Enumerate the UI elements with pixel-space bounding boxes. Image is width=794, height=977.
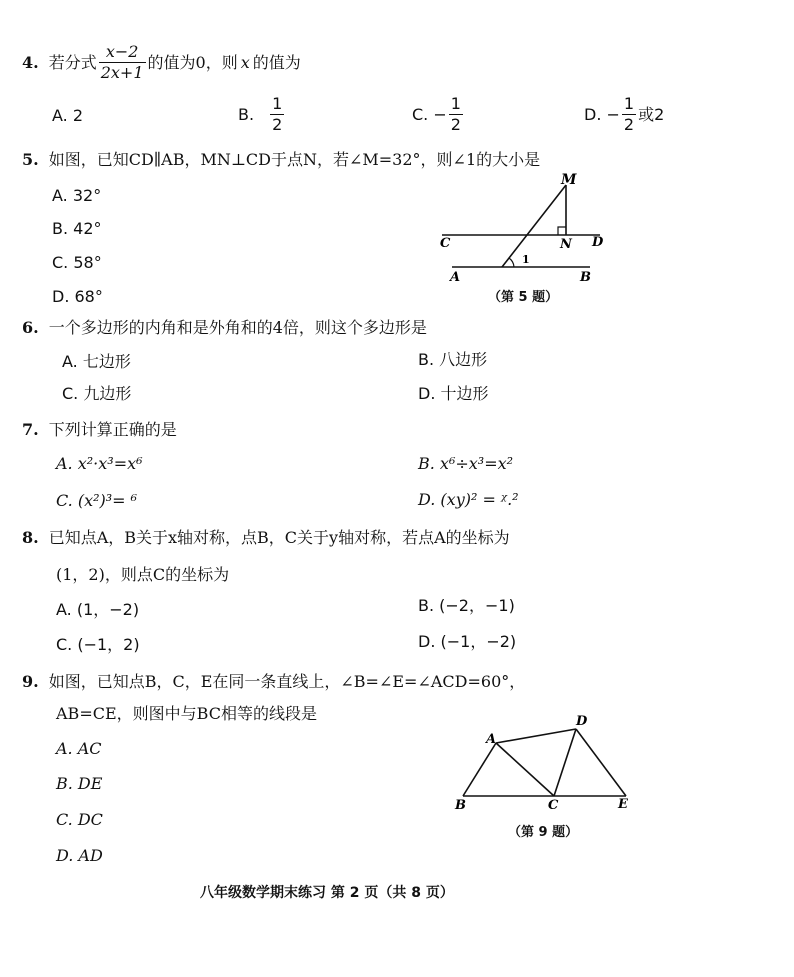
q5-label-c: C bbox=[440, 236, 451, 251]
q4-fraction: $\frac{x-2}{2x+1}$ bbox=[100, 42, 144, 82]
q7-option-c: C. (x²)³= ⁶ bbox=[56, 491, 138, 510]
q9-label-b: B bbox=[455, 798, 466, 813]
q9-segment-ad bbox=[496, 729, 576, 743]
q5-option-c: C. 58° bbox=[52, 253, 102, 272]
q4-number: 4. bbox=[22, 52, 39, 72]
q4-var: x bbox=[240, 52, 250, 72]
q5-option-a: A. 32° bbox=[52, 186, 102, 205]
q9-option-d: D. AD bbox=[56, 846, 103, 865]
q9-segment-dc bbox=[554, 729, 576, 796]
q8-option-a: A. (1，−2) bbox=[56, 600, 140, 619]
q6-option-d: D. 十边形 bbox=[418, 384, 489, 403]
q4-option-a: A. 2 bbox=[52, 106, 84, 125]
q5-right-angle-mark bbox=[558, 227, 566, 235]
q9-figure bbox=[448, 710, 648, 820]
q9-label-e: E bbox=[618, 797, 628, 812]
q8-stem-line2: (1，2)，则点C的坐标为 bbox=[56, 565, 230, 584]
q9-option-a: A. AC bbox=[56, 739, 102, 758]
q9-option-b: B. DE bbox=[56, 774, 103, 793]
q9-label-d: D bbox=[576, 714, 588, 729]
q9-caption: （第 9 题） bbox=[508, 825, 579, 840]
q4-stem-pre: 若分式 bbox=[48, 52, 97, 72]
q7-option-a: A. x²·x³=x⁶ bbox=[56, 454, 143, 473]
q7-option-b: B. x⁶÷x³=x² bbox=[418, 454, 514, 473]
q5-option-d: D. 68° bbox=[52, 287, 103, 306]
q9-stem-line2: AB=CE，则图中与BC相等的线段是 bbox=[56, 704, 317, 723]
q4-option-b: B. $\frac{1}{2}$ bbox=[238, 94, 283, 134]
q5-stem: 5. 如图，已知CD∥AB，MN⊥CD于点N，若∠M=32°，则∠1的大小是 bbox=[22, 150, 541, 169]
q8-option-c: C. (−1，2) bbox=[56, 635, 140, 654]
page-footer: 八年级数学期末练习 第 2 页（共 8 页） bbox=[200, 885, 454, 901]
q5-option-b: B. 42° bbox=[52, 219, 102, 238]
q8-option-d: D. (−1，−2) bbox=[418, 632, 517, 651]
q5-caption: （第 5 题） bbox=[488, 290, 559, 305]
q8-option-b: B. (−2，−1) bbox=[418, 596, 515, 615]
q9-segment-ab bbox=[463, 743, 496, 796]
q4-option-d: D. − $\frac{1}{2}$ 或2 bbox=[584, 94, 665, 134]
q7-stem: 7. 下列计算正确的是 bbox=[22, 420, 177, 439]
q6-option-a: A. 七边形 bbox=[62, 352, 131, 371]
q4-stem-end: 的值为 bbox=[252, 52, 301, 72]
q9-stem: 9. 如图，已知点B，C，E在同一条直线上，∠B=∠E=∠ACD=60°， bbox=[22, 672, 526, 691]
q5-label-angle-1: 1 bbox=[522, 253, 530, 266]
q5-angle-1-arc bbox=[509, 258, 514, 267]
q9-segment-de bbox=[576, 729, 626, 796]
q5-label-n: N bbox=[560, 237, 572, 252]
q5-label-d: D bbox=[592, 235, 604, 250]
q6-option-c: C. 九边形 bbox=[62, 384, 132, 403]
q5-label-m: M bbox=[561, 172, 577, 188]
q9-label-a: A bbox=[486, 732, 497, 747]
q5-label-b: B bbox=[580, 270, 591, 285]
q7-option-d: D. (xy)² = ᵡ.² bbox=[418, 490, 519, 509]
q5-line-m-transversal bbox=[502, 185, 566, 267]
q6-stem: 6. 一个多边形的内角和是外角和的4倍，则这个多边形是 bbox=[22, 318, 427, 337]
q4-option-c: C. − $\frac{1}{2}$ bbox=[412, 94, 461, 134]
q5-label-a: A bbox=[450, 270, 461, 285]
q9-option-c: C. DC bbox=[56, 810, 103, 829]
q9-segment-ac bbox=[496, 743, 554, 796]
q6-option-b: B. 八边形 bbox=[418, 350, 488, 369]
q9-label-c: C bbox=[548, 798, 559, 813]
q4-stem-post: 的值为0，则 bbox=[147, 52, 238, 72]
q4-stem bbox=[22, 44, 301, 81]
q8-stem: 8. 已知点A，B关于x轴对称，点B，C关于y轴对称，若点A的坐标为 bbox=[22, 528, 510, 547]
